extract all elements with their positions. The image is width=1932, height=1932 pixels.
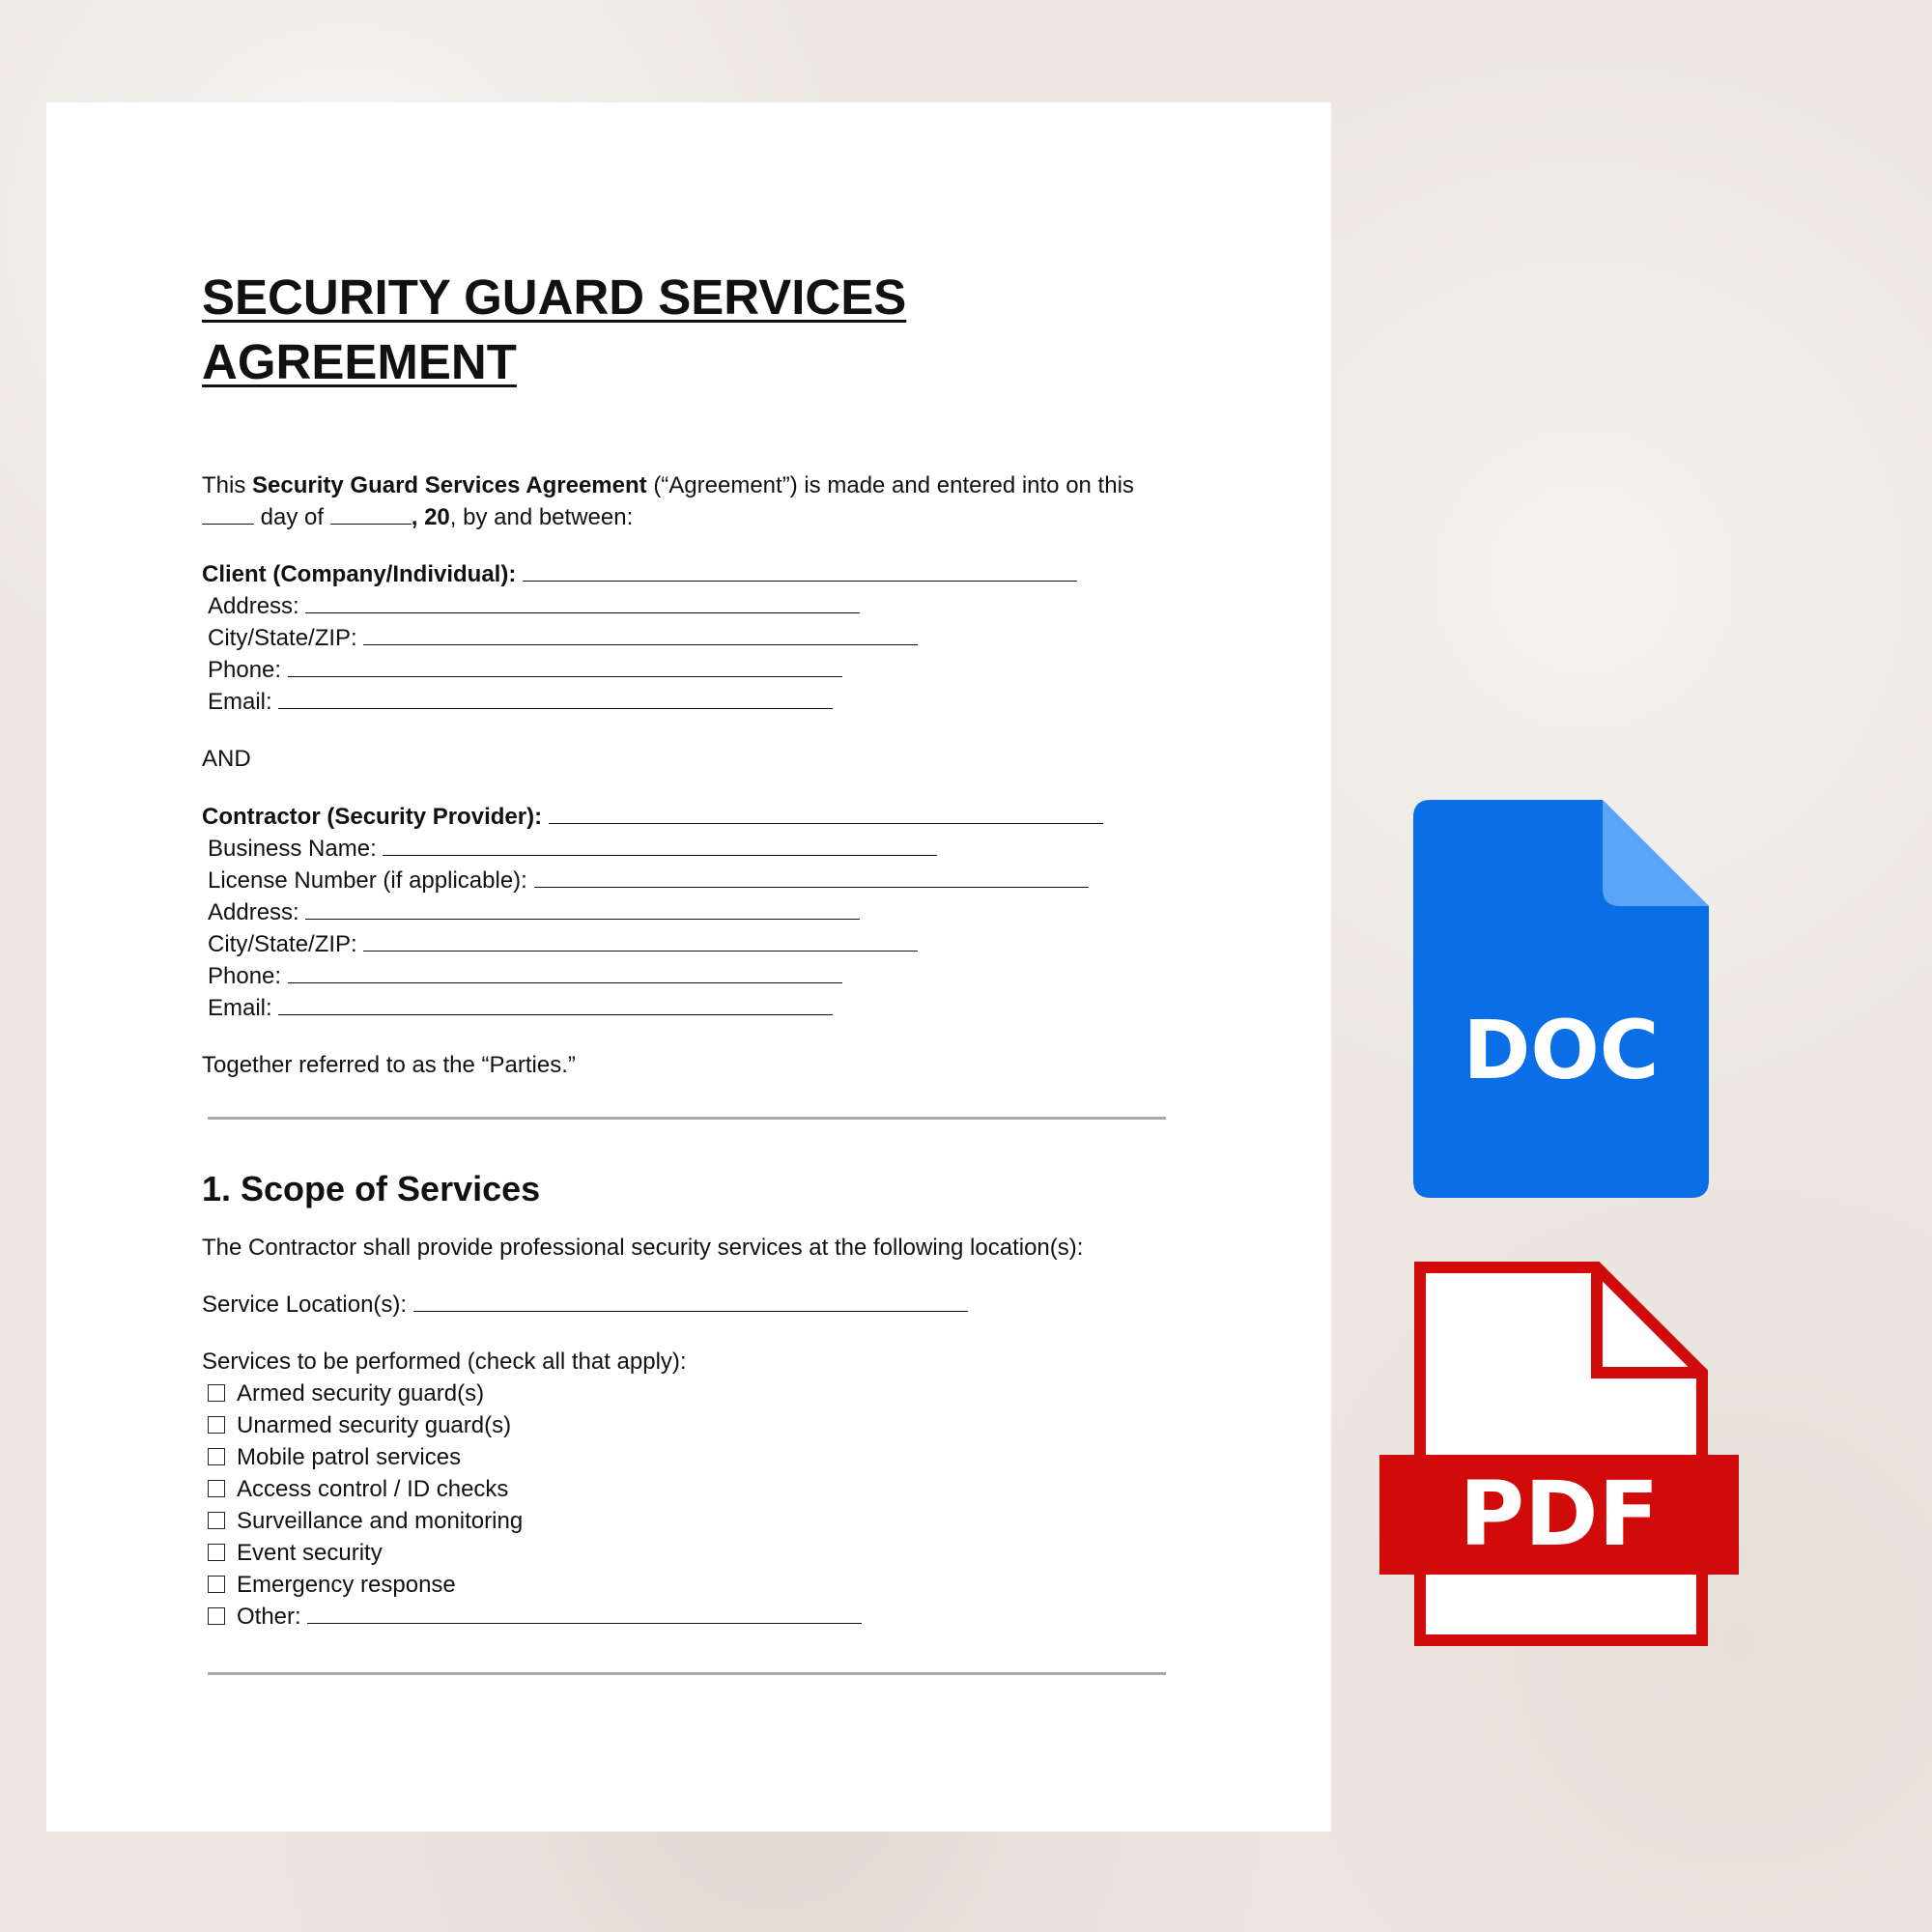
- client-email-label: Email:: [208, 689, 272, 715]
- and-text: AND: [202, 746, 251, 772]
- doc-label: DOC: [1463, 1003, 1660, 1097]
- contractor-address-label: Address:: [208, 899, 299, 925]
- service-option-label: Unarmed security guard(s): [237, 1412, 512, 1438]
- contractor-address-field[interactable]: [305, 897, 860, 920]
- document-title: [202, 265, 1178, 394]
- document-page: [46, 102, 1331, 1832]
- service-option: [202, 1409, 1178, 1441]
- contractor-name-field[interactable]: [549, 802, 1103, 824]
- checkbox[interactable]: [208, 1544, 225, 1561]
- service-option: [202, 1505, 1178, 1537]
- checkbox[interactable]: [208, 1384, 225, 1402]
- other-service-field[interactable]: [307, 1602, 862, 1624]
- intro-after: (“Agreement”) is made and entered into on this: [653, 472, 1134, 498]
- pdf-file-icon: [1379, 1262, 1739, 1646]
- month-blank[interactable]: [330, 502, 412, 525]
- client-phone-label: Phone:: [208, 657, 282, 683]
- business-name-field[interactable]: [383, 834, 937, 856]
- client-city-label: City/State/ZIP:: [208, 625, 357, 651]
- contractor-email-label: Email:: [208, 995, 272, 1021]
- business-name-label: Business Name:: [208, 836, 377, 862]
- service-option: [202, 1601, 1178, 1633]
- checkbox[interactable]: [208, 1607, 225, 1625]
- day-blank[interactable]: [202, 502, 254, 525]
- license-field[interactable]: [534, 866, 1089, 888]
- title-line-1: SECURITY GUARD SERVICES: [202, 270, 907, 325]
- intro-year: , 20: [411, 504, 450, 530]
- service-option-label: Event security: [237, 1540, 383, 1566]
- client-address-label: Address:: [208, 593, 299, 619]
- client-heading: Client (Company/Individual):: [202, 561, 517, 587]
- service-option-label: Other:: [237, 1604, 301, 1630]
- service-option-label: Surveillance and monitoring: [237, 1508, 524, 1534]
- doc-file-icon: [1413, 800, 1709, 1198]
- service-option: [202, 1473, 1178, 1505]
- together-text: Together referred to as the “Parties.”: [202, 1052, 576, 1078]
- service-option-label: Armed security guard(s): [237, 1380, 485, 1406]
- contractor-city-label: City/State/ZIP:: [208, 931, 357, 957]
- license-label: License Number (if applicable):: [208, 867, 527, 894]
- section-1-heading: 1. Scope of Services: [202, 1169, 541, 1208]
- checkbox[interactable]: [208, 1416, 225, 1434]
- intro-this: This: [202, 472, 246, 498]
- client-address-field[interactable]: [305, 591, 860, 613]
- client-block: [202, 558, 1178, 718]
- client-email-field[interactable]: [278, 687, 833, 709]
- doc-fold-corner: [1603, 800, 1709, 906]
- service-option: [202, 1441, 1178, 1473]
- contractor-email-field[interactable]: [278, 993, 833, 1015]
- section-divider-bottom: [208, 1672, 1166, 1675]
- title-line-2: AGREEMENT: [202, 334, 517, 389]
- doc-file-shape: [1413, 800, 1709, 1198]
- services-label: Services to be performed (check all that apply):: [202, 1349, 687, 1375]
- service-option-label: Access control / ID checks: [237, 1476, 509, 1502]
- intro-by-between: , by and between:: [449, 504, 634, 530]
- contractor-block: [202, 801, 1178, 1024]
- checkbox[interactable]: [208, 1512, 225, 1529]
- contractor-phone-field[interactable]: [288, 961, 842, 983]
- contractor-heading: Contractor (Security Provider):: [202, 804, 543, 830]
- client-phone-field[interactable]: [288, 655, 842, 677]
- intro-agreement-name: Security Guard Services Agreement: [252, 472, 647, 498]
- contractor-city-field[interactable]: [363, 929, 918, 952]
- service-option: [202, 1537, 1178, 1569]
- checkbox[interactable]: [208, 1448, 225, 1465]
- service-location-label: Service Location(s):: [202, 1292, 408, 1318]
- document-body: [202, 265, 1178, 1675]
- section-1-intro: The Contractor shall provide professional security services at the following location(s):: [202, 1235, 1084, 1261]
- intro-paragraph: [202, 469, 1178, 533]
- service-option-label: Emergency response: [237, 1572, 456, 1598]
- service-option: [202, 1378, 1178, 1409]
- client-name-field[interactable]: [523, 559, 1077, 582]
- service-location-field[interactable]: [413, 1290, 968, 1312]
- service-option: [202, 1569, 1178, 1601]
- intro-day-of: day of: [260, 504, 325, 530]
- pdf-label: PDF: [1459, 1463, 1660, 1566]
- services-checklist: [202, 1378, 1178, 1633]
- checkbox[interactable]: [208, 1576, 225, 1593]
- checkbox[interactable]: [208, 1480, 225, 1497]
- contractor-phone-label: Phone:: [208, 963, 282, 989]
- pdf-file-shape: [1420, 1267, 1702, 1640]
- service-option-label: Mobile patrol services: [237, 1444, 462, 1470]
- client-city-field[interactable]: [363, 623, 918, 645]
